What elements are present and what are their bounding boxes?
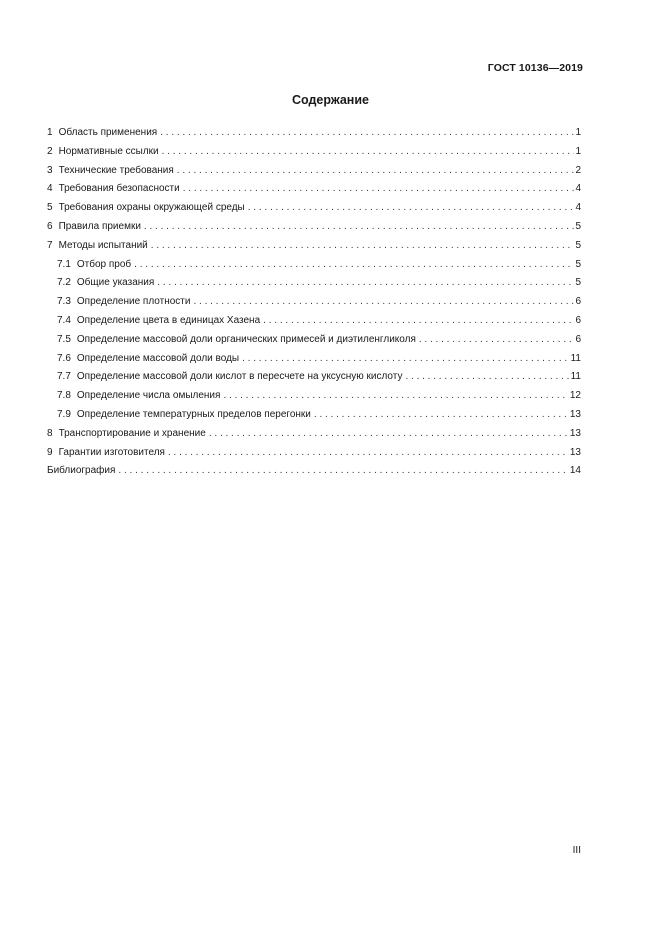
toc-item-page: 4	[575, 202, 581, 214]
toc-leader-dots	[157, 274, 574, 293]
toc-item[interactable]	[47, 237, 581, 256]
toc-leader-dots	[177, 162, 575, 181]
table-of-contents	[47, 124, 581, 481]
toc-subitem[interactable]	[47, 331, 581, 350]
toc-item-number: 7.6	[57, 352, 71, 364]
toc-subitem[interactable]	[47, 387, 581, 406]
toc-item-number: 1	[47, 127, 53, 138]
toc-item-page: 12	[569, 390, 581, 402]
toc-leader-dots	[160, 124, 574, 143]
toc-item-bibliography[interactable]	[47, 462, 581, 481]
toc-subitem[interactable]	[47, 274, 581, 293]
toc-item-number: 7.7	[57, 371, 71, 383]
toc-item[interactable]	[47, 143, 581, 162]
toc-item-title: Нормативные ссылки	[58, 145, 159, 157]
toc-item[interactable]	[47, 444, 581, 463]
toc-item-title: Методы испытаний	[58, 239, 148, 251]
toc-item-number: 3	[47, 164, 53, 176]
toc-item[interactable]	[47, 199, 581, 218]
toc-subitem[interactable]	[47, 350, 581, 369]
toc-item-page: 5	[575, 258, 581, 270]
toc-item-page: 14	[569, 465, 581, 477]
toc-item-page: 1	[575, 127, 581, 138]
toc-item-title: Определение цвета в единицах Хазена	[76, 314, 261, 326]
toc-leader-dots	[314, 406, 569, 425]
toc-item-page: 13	[569, 446, 581, 458]
toc-item[interactable]	[47, 218, 581, 237]
toc-leader-dots	[144, 218, 575, 237]
toc-item-title: Требования охраны окружающей среды	[58, 202, 245, 214]
toc-item-title: Область применения	[58, 127, 158, 138]
toc-item-number: 5	[47, 202, 53, 214]
toc-item-number: 2	[47, 145, 53, 157]
toc-item-number: 9	[47, 446, 53, 458]
toc-leader-dots	[118, 462, 568, 481]
toc-leader-dots	[405, 368, 569, 387]
toc-item-number: 7.3	[57, 296, 71, 308]
toc-item-page: 13	[569, 427, 581, 439]
toc-subitem[interactable]	[47, 368, 581, 387]
toc-item-title: Определение плотности	[76, 296, 191, 308]
toc-item-title: Транспортирование и хранение	[58, 427, 206, 439]
toc-leader-dots	[162, 143, 575, 162]
toc-item-page: 5	[575, 239, 581, 251]
toc-item-number: 7.5	[57, 333, 71, 345]
toc-item-page: 1	[575, 145, 581, 157]
toc-item-page: 11	[570, 371, 581, 383]
toc-leader-dots	[248, 199, 575, 218]
toc-item-title: Правила приемки	[58, 220, 141, 232]
toc-item-number: 8	[47, 427, 53, 439]
toc-item-page: 6	[575, 314, 581, 326]
toc-subitem[interactable]	[47, 312, 581, 331]
toc-item[interactable]	[47, 180, 581, 199]
toc-item-number: 7.8	[57, 390, 71, 402]
toc-item-number: 7.2	[57, 277, 71, 289]
toc-item-page: 2	[575, 164, 581, 176]
toc-leader-dots	[419, 331, 575, 350]
toc-item-number: 7.4	[57, 314, 71, 326]
toc-item-title: Определение массовой доли кислот в пересчете на уксусную кислоту	[76, 371, 403, 383]
toc-subitem[interactable]	[47, 406, 581, 425]
toc-item-page: 5	[575, 277, 581, 289]
toc-item-page: 11	[570, 352, 581, 364]
toc-item-number: 6	[47, 220, 53, 232]
toc-leader-dots	[134, 256, 574, 275]
toc-title: Содержание	[291, 93, 369, 107]
toc-subitem[interactable]	[47, 256, 581, 275]
toc-leader-dots	[263, 312, 574, 331]
toc-item-title: Библиография	[47, 465, 116, 477]
toc-item-title: Общие указания	[76, 277, 155, 289]
toc-item-page: 6	[575, 333, 581, 345]
toc-item-title: Определение температурных пределов перегонки	[76, 408, 311, 420]
toc-item-number: 7.1	[57, 258, 71, 270]
toc-item-number: 7.9	[57, 408, 71, 420]
toc-item-title: Определение массовой доли воды	[76, 352, 240, 364]
toc-item-title: Гарантии изготовителя	[58, 446, 165, 458]
toc-item-page: 5	[575, 220, 581, 232]
toc-leader-dots	[242, 350, 570, 369]
toc-item-title: Технические требования	[58, 164, 174, 176]
toc-leader-dots	[151, 237, 575, 256]
toc-item-number: 7	[47, 239, 53, 251]
toc-item-number: 4	[47, 183, 53, 195]
toc-item-title: Требования безопасности	[58, 183, 180, 195]
toc-item[interactable]	[47, 425, 581, 444]
toc-leader-dots	[168, 444, 569, 463]
toc-item-page: 13	[569, 408, 581, 420]
toc-leader-dots	[223, 387, 568, 406]
toc-item-title: Определение числа омыления	[76, 390, 221, 402]
toc-item[interactable]	[47, 162, 581, 181]
document-code: ГОСТ 10136—2019	[487, 62, 583, 74]
toc-leader-dots	[183, 180, 575, 199]
toc-leader-dots	[209, 425, 569, 444]
toc-subitem[interactable]	[47, 293, 581, 312]
toc-item-page: 6	[575, 296, 581, 308]
page-number: III	[572, 845, 581, 856]
toc-item[interactable]	[47, 124, 581, 143]
toc-item-page: 4	[575, 183, 581, 195]
toc-item-title: Отбор проб	[76, 258, 132, 270]
toc-leader-dots	[193, 293, 574, 312]
toc-item-title: Определение массовой доли органических примесей и диэтиленгликоля	[76, 333, 416, 345]
